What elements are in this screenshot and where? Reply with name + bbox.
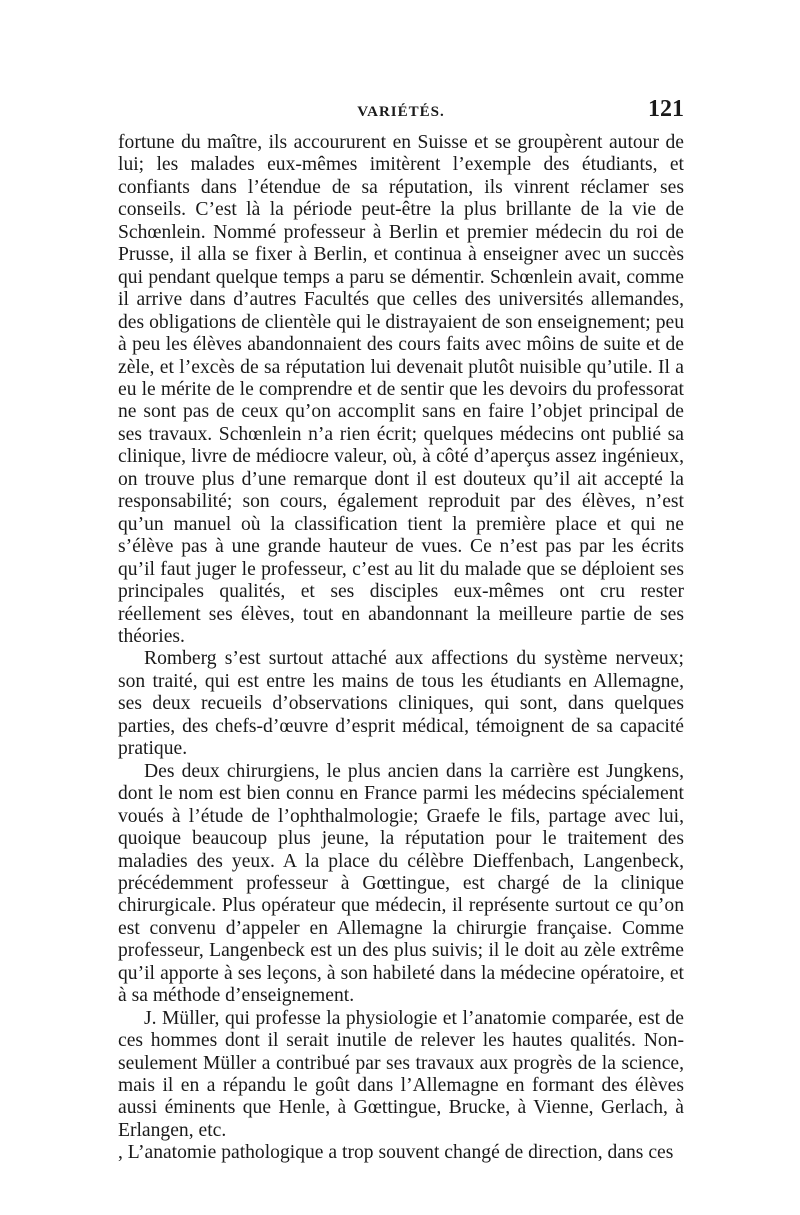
paragraph-schoenlein: fortune du maître, ils accoururent en Suisse et se groupèrent autour de lui; les malades eux-mêmes imitèrent l’exemple des étudiants, et confiants dans l’étendue de sa réputation, ils vinrent réclamer ses conseils. C’est là la période peut-être la plus brillante de la vie de Schœnlein. Nommé professeur à Berlin et premier médecin du roi de Prusse, il alla se fixer à Berlin, et continua à enseigner avec un succès qui pendant quelque temps a paru se démentir. Schœnlein avait, comme il arrive dans d’autres Facultés que celles des universités allemandes, des obligations de clientèle qui le distrayaient de son enseignement; peu à peu les élèves abandonnaient des cours faits avec môins de suite et de zèle, et l’excès de sa réputation lui devenait plutôt nuisible qu’utile. Il a eu le mérite de le comprendre et de sentir que les devoirs du professorat ne sont pas de ceux qu’on accomplit sans en faire l’objet principal de ses travaux. Schœnlein n’a rien écrit; quelques médecins ont publié sa clinique, livre de médiocre valeur, où, à côté d’aperçus assez ingénieux, on trouve plus d’une remarque dont il est douteux qu’il ait accepté la responsabilité; son cours, également reproduit par des élèves, n’est qu’un manuel où la classification tient la première place et qui ne s’élève pas à une grande hauteur de vues. Ce n’est pas par les écrits qu’il faut juger le professeur, c’est au lit du malade que se déploient ses principales qualités, et ses disciples eux-mêmes ont cru rester réellement ses élèves, tout en abandonnant la meilleure partie de ses théories. <box>118 132 684 647</box>
page-header <box>118 96 684 132</box>
body-text <box>118 132 684 1165</box>
paragraph-surgeons: Des deux chirurgiens, le plus ancien dans la carrière est Jungkens, dont le nom est bien connu en France parmi les médecins spécialement voués à l’étude de l’ophthalmologie; Graefe le fils, partage avec lui, quoique beaucoup plus jeune, la réputation pour le traitement des maladies des yeux. A la place du célèbre Dieffenbach, Langenbeck, précédemment professeur à Gœttingue, est chargé de la clinique chirurgicale. Plus opérateur que médecin, il représente surtout ce qu’on est convenu d’appeler en Allemagne la chirurgie française. Comme professeur, Langenbeck est un des plus suivis; il le doit au zèle extrême qu’il apporte à ses leçons, à son habileté dans la médecine opératoire, et à sa méthode d’enseignement. <box>118 760 684 1007</box>
book-page <box>118 96 684 1165</box>
paragraph-anatomy: , L’anatomie pathologique a trop souvent changé de direction, dans ces <box>118 1142 674 1164</box>
paragraph-romberg: Romberg s’est surtout attaché aux affections du système nerveux; son traité, qui est entre les mains de tous les étudiants en Allemagne, ses deux recueils d’observations cliniques, qui sont, dans quelques parties, des chefs-d’œuvre d’esprit médical, témoignent de sa capacité pratique. <box>118 648 684 760</box>
page-number: 121 <box>648 96 684 122</box>
paragraph-muller: J. Müller, qui professe la physiologie et l’anatomie comparée, est de ces hommes dont il serait inutile de relever les hautes qualités. Non-seulement Müller a contribué par ses travaux aux progrès de la science, mais il en a répandu le goût dans l’Allemagne en formant des élèves aussi éminents que Henle, à Gœttingue, Brucke, à Vienne, Gerlach, à Erlangen, etc. <box>118 1007 684 1141</box>
running-title: VARIÉTÉS. <box>357 104 445 120</box>
